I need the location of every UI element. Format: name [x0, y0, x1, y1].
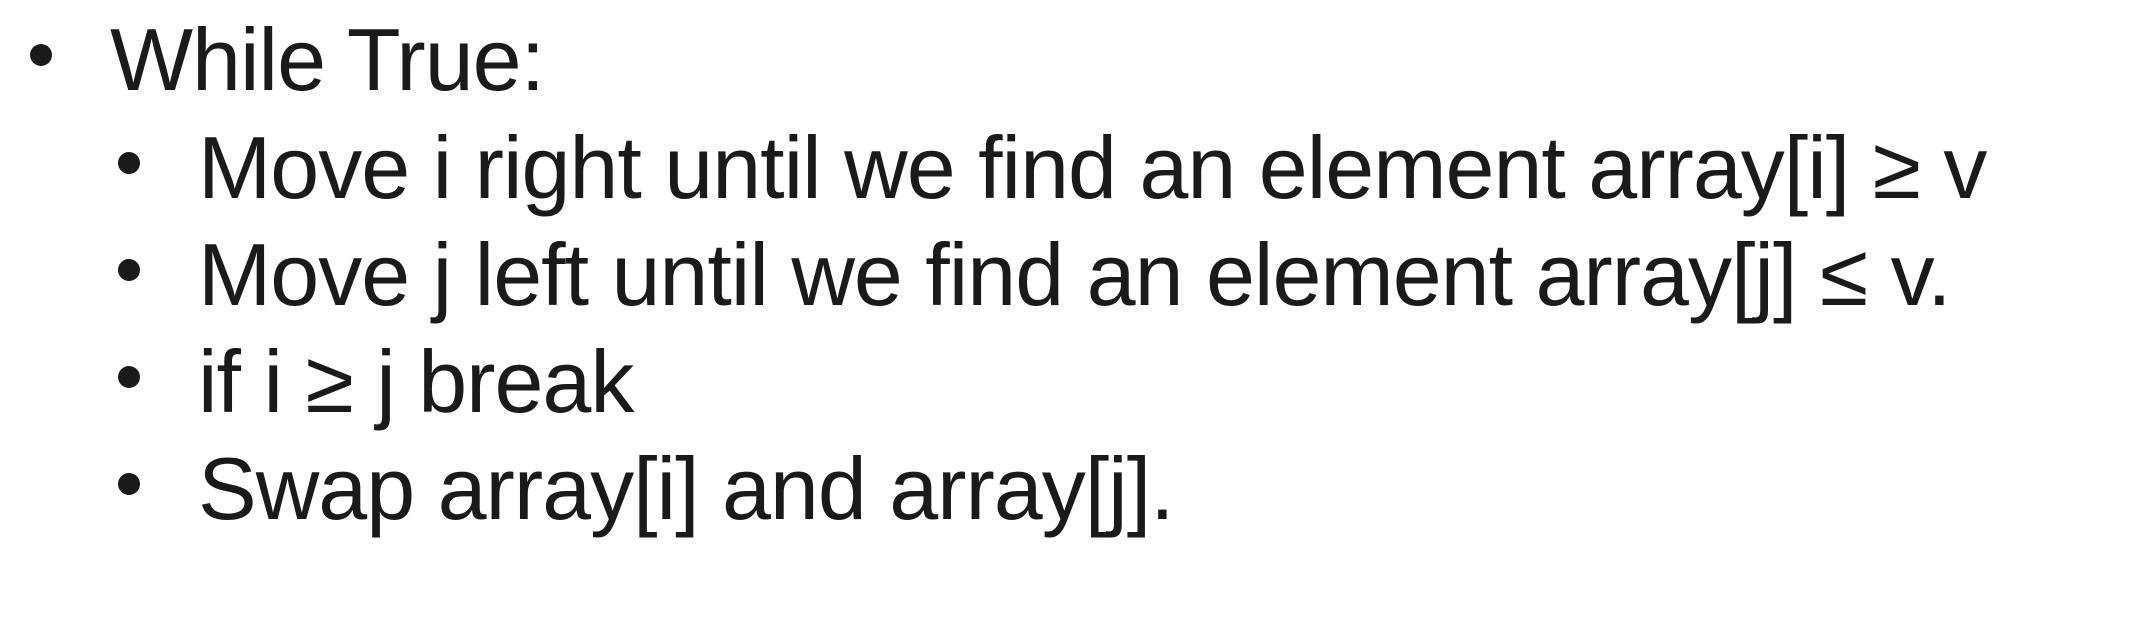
sub-item-text: if i ≥ j break	[198, 332, 634, 431]
sub-item-text: Move j left until we find an element array[j] ≤ v.	[198, 225, 1951, 324]
bullet-icon	[30, 44, 52, 66]
sub-item-text: Swap array[i] and array[j].	[198, 439, 1174, 538]
while-true-heading: While True:	[110, 10, 545, 109]
bullet-icon	[118, 259, 140, 281]
sub-item-text: Move i right until we find an element array[i] ≥ v	[198, 118, 1987, 217]
bullet-icon	[118, 366, 140, 388]
bullet-icon	[118, 152, 140, 174]
bullet-icon	[118, 473, 140, 495]
